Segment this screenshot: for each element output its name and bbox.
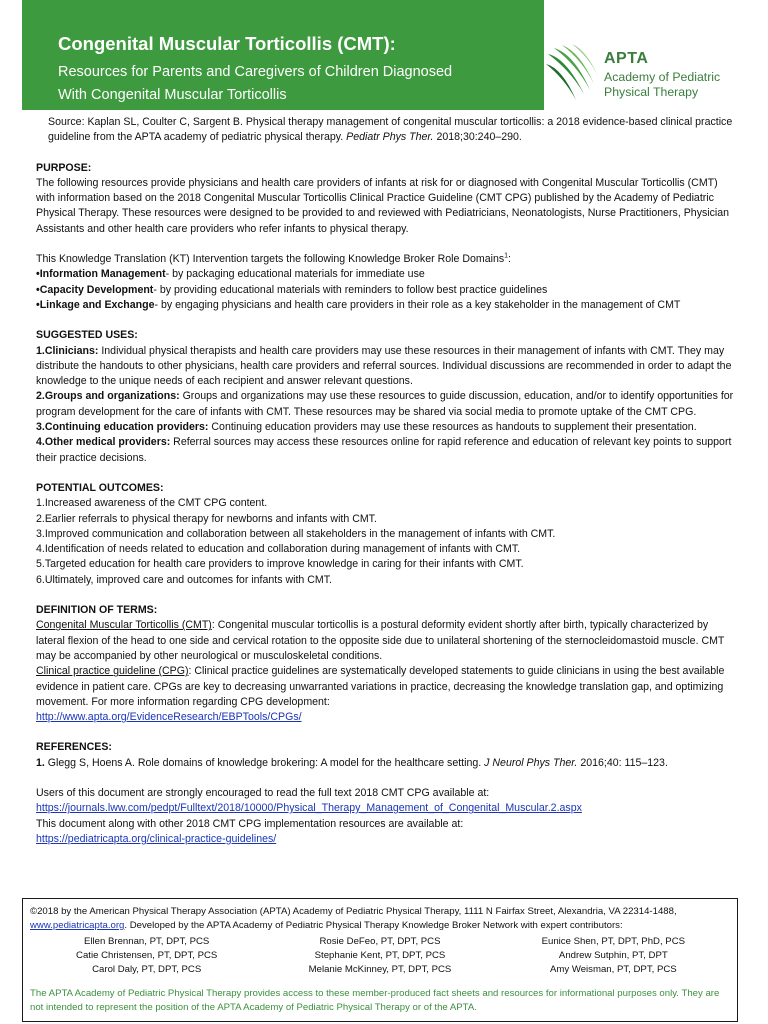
pediatricapta-link[interactable]: www.pediatricapta.org	[30, 920, 125, 931]
apta-logo	[546, 44, 746, 104]
reference-item: 1. Glegg S, Hoens A. Role domains of knowledge brokering: A model for the healthcare setting. J Neurol Phys Ther. 2016;40: 115–123.	[36, 756, 668, 769]
use-item: 3.Continuing education providers: Continuing education providers may use these resources as handouts to supplement their presentation.	[36, 421, 697, 434]
outcome-item: 4.Identification of needs related to education and collaboration during management of infants with CMT.	[36, 543, 521, 556]
use-item: 1.Clinicians: Individual physical therapists and health care providers may use these resources in their management of infants with CMT. They may distribute the handouts to other physicians, health care providers and referral sources. Individual discussions are recommended in order to adapt the knowledge to the unique needs of each recipient and answer relevant questions.	[36, 344, 732, 388]
kt-item: •Information Management- by packaging educational materials for immediate use	[36, 268, 425, 281]
outcomes-heading: POTENTIAL OUTCOMES:	[36, 481, 164, 494]
users-line-2: This document along with other 2018 CMT CPG implementation resources are available at:	[36, 817, 464, 830]
definition-cpg: Clinical practice guideline (CPG): Clinical practice guidelines are systematically developed statements to guide clinicians in using the best available evidence in patient care. CPGs are key to decreasing unwarranted variations in practice, decreasing the knowledge translation gap, and optimizing movement. For more information regarding CPG development:	[36, 665, 725, 708]
outcome-item: 3.Improved communication and collaboration between all stakeholders in the management of infants with CMT.	[36, 527, 556, 540]
cmt-cpg-fulltext-link[interactable]: https://journals.lww.com/pedpt/Fulltext/2018/10000/Physical_Therapy_Management_of_Congenital_Muscular.2.aspx	[36, 802, 582, 815]
disclaimer-text: The APTA Academy of Pediatric Physical Therapy provides access to these member-produced fact sheets and resources for informational purposes only. They are not intended to represent the position of the APTA Academy of Pediatric Physical Therapy or of the APTA.	[30, 987, 720, 1013]
outcome-item: 5.Targeted education for health care providers to improve knowledge in caring for their infants with CMT.	[36, 558, 524, 571]
contributors-list	[30, 935, 730, 978]
purpose-text: The following resources provide physicians and health care providers of infants at risk for or diagnosed with Congenital Muscular Torticollis (CMT) with information based on the 2018 Congenital Muscular Torticollis Clinical Practice Guideline (CMT CPG) published by the Academy of Pediatric Physical Therapy. These resources were designed to be provided to and reviewed with Pediatricians, Neonatologists, Nurse Practitioners, Physician Assistants and other health care providers who refer infants to physical therapy.	[36, 176, 730, 235]
kt-item: •Linkage and Exchange- by engaging physicians and health care providers in their role as a key stakeholder in the management of CMT	[36, 298, 681, 311]
source-citation: Source: Kaplan SL, Coulter C, Sargent B. Physical therapy management of congenital muscular torticollis: a 2018 evidence-based clinical practice guideline from the APTA academy of pediatric physical therapy. Pediatr Phys Ther. 2018;30:240–290.	[48, 116, 733, 144]
outcome-item: 1.Increased awareness of the CMT CPG content.	[36, 497, 268, 510]
contributor: Catie Christensen, PT, DPT, PCS	[76, 950, 218, 962]
logo-line-1: Academy of Pediatric	[604, 70, 721, 84]
definitions-heading: DEFINITION OF TERMS:	[36, 604, 158, 617]
contributor: Carol Daly, PT, DPT, PCS	[92, 964, 202, 976]
kt-item: •Capacity Development- by providing educational materials with reminders to follow best practice guidelines	[36, 283, 548, 296]
cpg-link[interactable]: http://www.apta.org/EvidenceResearch/EBPTools/CPGs/	[36, 711, 302, 724]
contributor: Melanie McKinney, PT, DPT, PCS	[308, 964, 452, 976]
definition-cmt: Congenital Muscular Torticollis (CMT): Congenital muscular torticollis is a postural deformity evident shortly after birth, typically characterized by lateral flexion of the head to one side and cervical rotation to the opposite side due to unilateral shortening of the sternocleidomastoid muscle. CMT may be accompanied by other neurological or musculoskeletal conditions.	[36, 619, 725, 662]
purpose-heading: PURPOSE:	[36, 161, 92, 174]
document-title: Congenital Muscular Torticollis (CMT):	[58, 33, 396, 54]
logo-wordmark: APTA	[604, 50, 649, 67]
subtitle-line-2: With Congenital Muscular Torticollis	[58, 87, 287, 103]
outcome-item: 6.Ultimately, improved care and outcomes for infants with CMT.	[36, 573, 332, 586]
logo-line-2: Physical Therapy	[604, 85, 699, 99]
contributor: Amy Weisman, PT, DPT, PCS	[549, 964, 677, 976]
use-item: 4.Other medical providers: Referral sources may access these resources online for rapid reference and education of relevant key points to support their practice decisions.	[36, 436, 732, 464]
contributor: Andrew Sutphin, PT, DPT	[558, 950, 668, 962]
pediatricapta-cpg-link[interactable]: https://pediatricapta.org/clinical-practice-guidelines/	[36, 832, 277, 845]
subtitle-line-1: Resources for Parents and Caregivers of Children Diagnosed	[58, 64, 453, 80]
contributor: Eunice Shen, PT, DPT, PhD, PCS	[541, 936, 686, 947]
document-body	[36, 115, 736, 847]
kt-intro: This Knowledge Translation (KT) Intervention targets the following Knowledge Broker Role Domains$^1$:	[36, 252, 511, 266]
contributor: Stephanie Kent, PT, DPT, PCS	[314, 950, 446, 962]
apta-swoosh-icon	[546, 44, 602, 104]
uses-heading: SUGGESTED USES:	[36, 329, 138, 342]
contributor: Ellen Brennan, PT, DPT, PCS	[84, 936, 210, 947]
contributor: Rosie DeFeo, PT, DPT, PCS	[319, 936, 441, 947]
references-heading: REFERENCES:	[36, 741, 112, 754]
outcome-item: 2.Earlier referrals to physical therapy for newborns and infants with CMT.	[36, 512, 377, 525]
copyright-text: ©2018 by the American Physical Therapy Association (APTA) Academy of Pediatric Physical Therapy, 1111 N Fairfax Street, Alexandria, VA 22314-1488, www.pediatricapta.org. Developed by the APTA Academy of Pediatric Physical Therapy Knowledge Broker Network with expert contributors:	[30, 906, 677, 931]
users-line-1: Users of this document are strongly encouraged to read the full text 2018 CMT CPG available at:	[36, 786, 490, 799]
document-subtitle	[58, 61, 538, 107]
footer-box	[22, 898, 738, 1022]
use-item: 2.Groups and organizations: Groups and organizations may use these resources to guide discussion, education, and/or to identify opportunities for program development for the care of infants with CMT. These resources may be shared via social media to promote uptake of the CMT CPG.	[36, 390, 734, 418]
